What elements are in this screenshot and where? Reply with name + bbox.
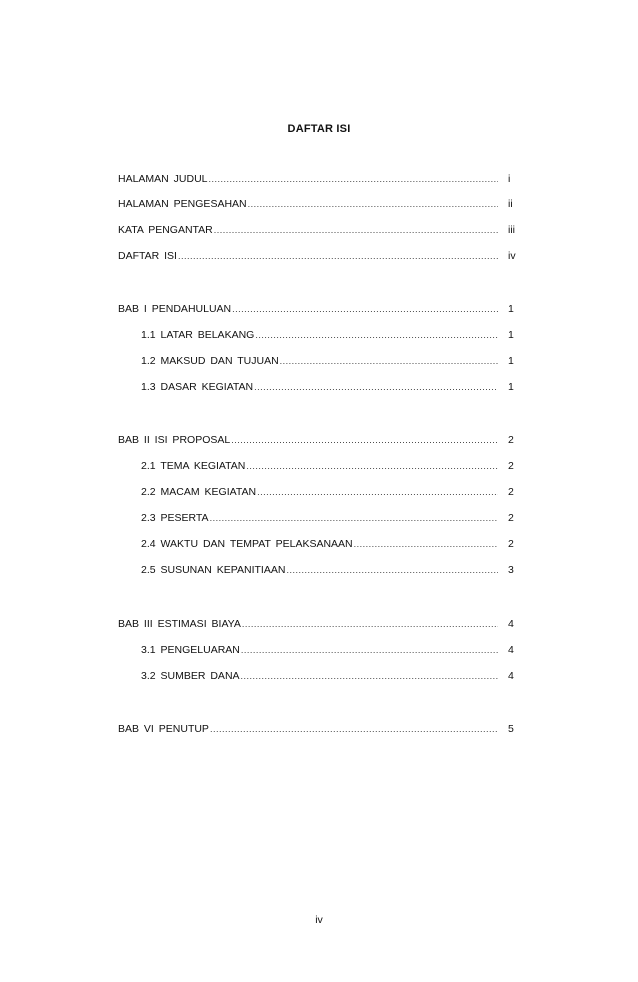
toc-entry-label: 3.2 SUMBER DANA — [141, 670, 240, 682]
toc-entry-label: 2.5 SUSUNAN KEPANITIAAN — [141, 564, 286, 576]
toc-entry — [118, 249, 538, 263]
toc-dot-leader — [242, 617, 498, 631]
toc-dot-leader — [210, 511, 498, 525]
toc-entry-page: 1 — [508, 355, 514, 367]
toc-dot-leader — [241, 669, 498, 683]
toc-dot-leader — [241, 643, 498, 657]
toc-entry-page: 4 — [508, 644, 514, 656]
toc-dot-leader — [209, 172, 498, 186]
toc-entry-page: iv — [508, 250, 516, 262]
toc-entry-page: i — [508, 173, 511, 185]
toc-dot-leader — [254, 380, 498, 394]
toc-entry — [118, 223, 538, 237]
toc-entry-page: iii — [508, 224, 515, 236]
toc-entry-label: BAB VI PENUTUP — [118, 723, 209, 735]
toc-entry-label: 2.1 TEMA KEGIATAN — [141, 460, 246, 472]
toc-dot-leader — [257, 485, 498, 499]
toc-subentry — [118, 563, 538, 577]
toc-entry-label: DAFTAR ISI — [118, 250, 177, 262]
toc-dot-leader — [255, 328, 498, 342]
toc-dot-leader — [210, 722, 498, 736]
toc-subentry — [118, 459, 538, 473]
toc-entry-label: HALAMAN JUDUL — [118, 173, 208, 185]
toc-entry — [118, 302, 538, 316]
toc-entry-label: 2.3 PESERTA — [141, 512, 209, 524]
page-number-footer: iv — [315, 914, 323, 926]
toc-entry — [118, 433, 538, 447]
toc-dot-leader — [232, 302, 498, 316]
toc-entry — [118, 172, 538, 186]
toc-subentry — [118, 380, 538, 394]
toc-subentry — [118, 669, 538, 683]
toc-entry-label: 1.1 LATAR BELAKANG — [141, 329, 255, 341]
toc-entry-label: BAB III ESTIMASI BIAYA — [118, 618, 241, 630]
toc-entry-label: 3.1 PENGELUARAN — [141, 644, 240, 656]
toc-entry-label: 1.3 DASAR KEGIATAN — [141, 381, 254, 393]
toc-subentry — [118, 485, 538, 499]
toc-entry-label: BAB I PENDAHULUAN — [118, 303, 232, 315]
toc-entry-page: 1 — [508, 329, 514, 341]
toc-entry-page: 2 — [508, 434, 514, 446]
toc-entry-page: 4 — [508, 618, 514, 630]
toc-subentry — [118, 537, 538, 551]
toc-entry — [118, 197, 538, 211]
toc-entry-label: HALAMAN PENGESAHAN — [118, 198, 247, 210]
toc-dot-leader — [214, 223, 498, 237]
toc-entry-page: ii — [508, 198, 513, 210]
toc-entry-page: 2 — [508, 538, 514, 550]
toc-subentry — [118, 354, 538, 368]
toc-entry-label: BAB II ISI PROPOSAL — [118, 434, 231, 446]
toc-subentry — [118, 328, 538, 342]
toc-dot-leader — [246, 459, 498, 473]
toc-entry-page: 5 — [508, 723, 514, 735]
toc-subentry — [118, 511, 538, 525]
toc-dot-leader — [280, 354, 498, 368]
toc-dot-leader — [354, 537, 498, 551]
toc-entry-label: 2.4 WAKTU DAN TEMPAT PELAKSANAAN — [141, 538, 353, 550]
toc-entry-page: 3 — [508, 564, 514, 576]
toc-entry-page: 2 — [508, 486, 514, 498]
toc-entry — [118, 617, 538, 631]
toc-entry-page: 4 — [508, 670, 514, 682]
toc-entry-label: 2.2 MACAM KEGIATAN — [141, 486, 257, 498]
toc-entry-label: KATA PENGANTAR — [118, 224, 213, 236]
toc-entry-page: 2 — [508, 512, 514, 524]
toc-entry — [118, 722, 538, 736]
toc-dot-leader — [248, 197, 498, 211]
toc-dot-leader — [231, 433, 498, 447]
toc-dot-leader — [286, 563, 498, 577]
toc-entry-page: 2 — [508, 460, 514, 472]
toc-dot-leader — [178, 249, 498, 263]
toc-entry-page: 1 — [508, 303, 514, 315]
toc-entry-page: 1 — [508, 381, 514, 393]
toc-entry-label: 1.2 MAKSUD DAN TUJUAN — [141, 355, 279, 367]
page-title: DAFTAR ISI — [287, 123, 351, 135]
toc-subentry — [118, 643, 538, 657]
